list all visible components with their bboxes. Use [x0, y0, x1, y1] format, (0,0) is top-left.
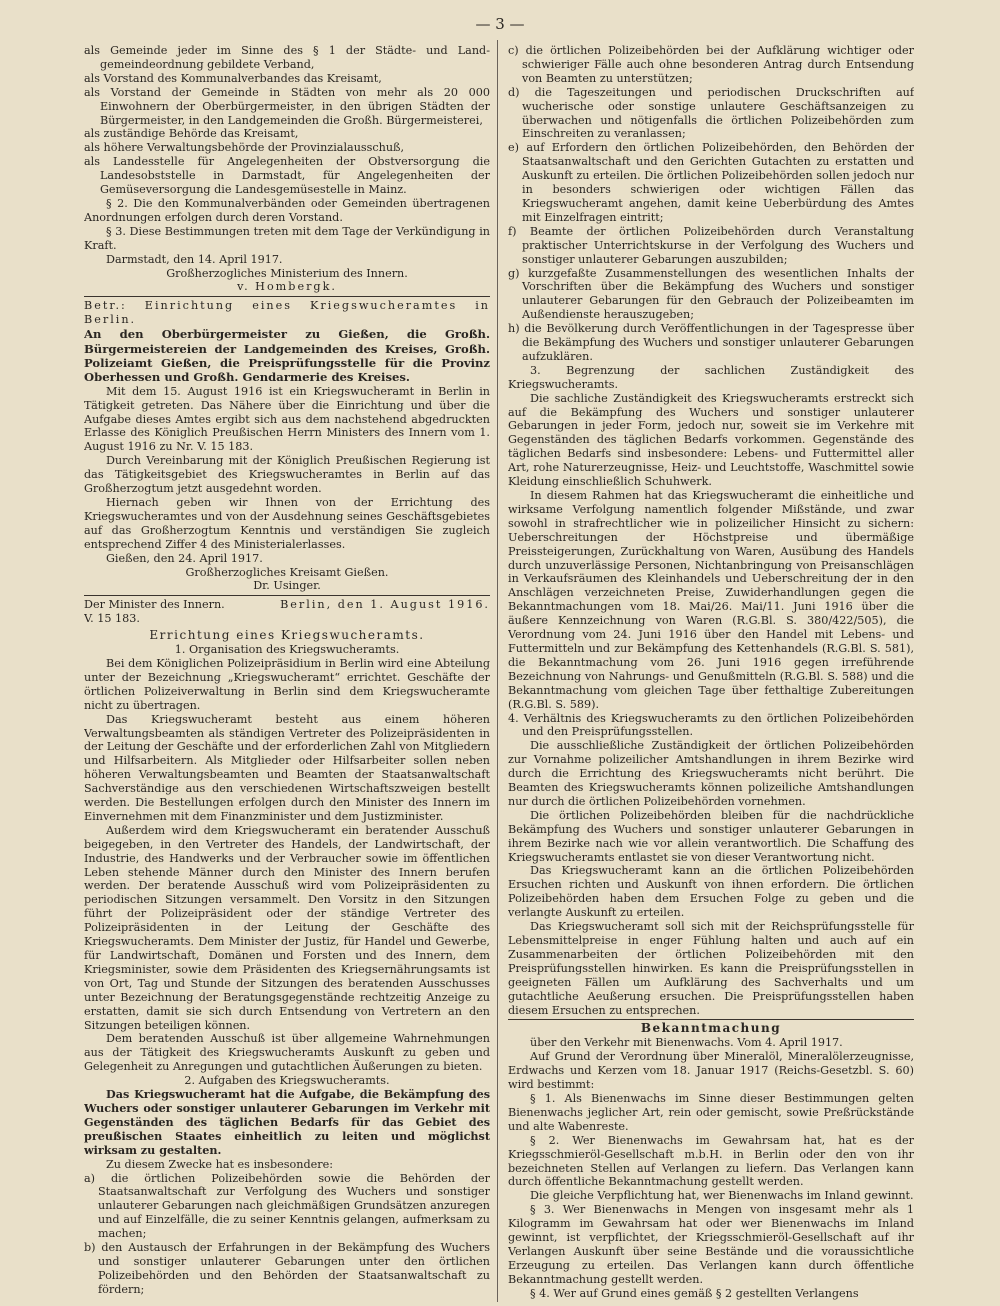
list-item: als Landesstelle für Angelegenheiten der Obstversorgung die Landesobststelle in Darmstadt, für Angelegenheiten der Gemüseversorgung die Landesgemüsestelle in Mainz.: [84, 155, 490, 197]
list-item: b) den Austausch der Erfahrungen in der Bekämpfung des Wuchers und sonstiger unlauterer Gebarungen unter den örtlichen Polizeibehörden und den Behörden der Staatsanwaltschaft zu fördern;: [84, 1241, 490, 1296]
announcement-subtitle: über den Verkehr mit Bienenwachs. Vom 4. April 1917.: [530, 1036, 843, 1050]
list-item: e) auf Erfordern den örtlichen Polizeibehörden, den Behörden der Staatsanwaltschaft und den Gerichten Gutachten zu erstatten und Auskunft zu erteilen. Die örtlichen Polizeibehörden sollen jedoch nur in besonders schwierigen oder wichtigen Fällen das Kriegswucheramt angehen, damit keine Ueberbürdung des Amtes mit Einzelfragen eintritt;: [508, 141, 914, 224]
paragraph: In diesem Rahmen hat das Kriegswucheramt die einheitliche und wirksame Verfolgung namentlich folgender Mißstände, und zwar sowohl in strafrechtlicher wie in polizeilicher Hinsicht zu sichern: Ueberschreitungen der Höchstpreise und übermäßige Preissteigerungen, Zurückhaltung von Waren, Ausübung des Handels durch unzuverlässige Personen, Nichtanbringung von Preisanschlägen in Verkaufsräumen des Kleinhandels und Ueberschreitung der in den Anschlägen verzeichneten Preise, Zuwiderhandlungen gegen die Bekanntmachungen vom 18. Mai/26. Mai/11. Juni 1916 über die äußere Kennzeichnung von Waren (R.G.Bl. S. 380/422/505), die Verordnung vom 24. Juni 1916 über den Handel mit Lebens- und Futtermitteln und zur Bekämpfung des Kettenhandels (R.G.Bl. S. 581), die Bekanntmachung vom 26. Juni 1916 gegen irreführende Bezeichnung von Nahrungs- und Genußmitteln (R.G.Bl. S. 588) und die Bekanntmachung vom gleichen Tage über fetthaltige Zubereitungen (R.G.Bl. S. 589).: [508, 489, 914, 711]
addressees: An den Oberbürgermeister zu Gießen, die Großh. Bürgermeistereien der Landgemeinden des Kreises, Großh. Polizeiamt Gießen, die Preisprüfungsstelle für die Provinz Oberhessen und Großh. Gendarmerie des Kreises.: [84, 327, 490, 385]
list-item: als höhere Verwaltungsbehörde der Provinzialausschuß,: [84, 141, 405, 155]
paragraph: § 4. Wer auf Grund eines gemäß § 2 gestellten Verlangens: [530, 1286, 859, 1300]
paragraph: Bei dem Königlichen Polizeipräsidium in Berlin wird eine Abteilung unter der Bezeichnung „Kriegswucheramt“ errichtet. Geschäfte der örtlichen Polizeiverwaltung in Berlin sind dem Kriegswucheramte nicht zu übertragen.: [84, 656, 490, 712]
signature: Dr. Usinger.: [253, 579, 321, 593]
list-item: g) kurzgefaßte Zusammenstellungen des wesentlichen Inhalts der Vorschriften über die Bekämpfung des Wuchers und sonstiger unlauterer Gebarungen für den Gebrauch der Polizeibeamten im Außendienste herauszugeben;: [508, 266, 914, 322]
section-heading: 4. Verhältnis des Kriegswucheramts zu den örtlichen Polizeibehörden und den Preisprüfungsstellen.: [508, 711, 914, 739]
list-item: als zuständige Behörde das Kreisamt,: [84, 127, 299, 141]
page-number: — 3 —: [475, 15, 525, 33]
list-item: d) die Tageszeitungen und periodischen Druckschriften auf wucherische oder sonstige unlautere Geschäftsanzeigen zu überwachen und nötigenfalls die örtlichen Polizeibehörden zum Einschreiten zu veranlassen;: [508, 85, 914, 141]
minister-title: Der Minister des Innern.: [84, 598, 225, 612]
list-item: als Vorstand des Kommunalverbandes das Kreisamt,: [84, 71, 382, 85]
betreff-line: Betr.: Einrichtung eines Kriegswucheramtes in Berlin.: [84, 299, 490, 327]
paragraph: Zu diesem Zwecke hat es insbesondere:: [106, 1157, 333, 1171]
decree-title: Errichtung eines Kriegswucheramts.: [149, 628, 425, 643]
list-item: f) Beamte der örtlichen Polizeibehörden durch Veranstaltung praktischer Unterrichtskurse in der Verfolgung des Wuchers und sonstiger unlauterer Gebarungen auszubilden;: [508, 224, 914, 266]
paragraph: Die sachliche Zuständigkeit des Kriegswucheramts erstreckt sich auf die Bekämpfung des Wuchers und sonstiger unlauterer Gebarungen in jeder Form, jedoch nur, soweit sie im Verkehre mit Gegenständen des täglichen Bedarfs vorkommen. Gegenstände des täglichen Bedarfs sind insbesondere: Lebens- und Futtermittel aller Art, rohe Naturerzeugnisse, Heiz- und Leuchtstoffe, Waschmittel sowie Kleidung einschließlich Schuhwerk.: [508, 391, 914, 489]
paragraph: § 3. Diese Bestimmungen treten mit dem Tage der Verkündigung in Kraft.: [84, 224, 490, 252]
divider: [84, 595, 490, 596]
section-heading: 2. Aufgaben des Kriegswucheramts.: [184, 1074, 390, 1088]
section-heading: 3. Begrenzung der sachlichen Zuständigkeit des Kriegswucheramts.: [508, 363, 914, 391]
divider: [508, 1019, 914, 1020]
paragraph: Hiernach geben wir Ihnen von der Errichtung des Kriegswucheramtes und von der Ausdehnung seines Geschäftsgebietes auf das Großherzogtum Kenntnis und verständigen Sie zugleich entsprechend Ziffer 4 des Ministerialerlasses.: [84, 496, 490, 551]
place-date: Gießen, den 24. April 1917.: [106, 551, 263, 565]
paragraph: Das Kriegswucheramt kann an die örtlichen Polizeibehörden Ersuchen richten und Auskunft von ihnen erfordern. Die örtlichen Polizeibehörden haben dem Ersuchen Folge zu geben und die verlangte Auskunft zu erteilen.: [508, 864, 914, 920]
paragraph: § 1. Als Bienenwachs im Sinne dieser Bestimmungen gelten Bienenwachs jeglicher Art, rein oder gemischt, sowie Preßrückstände und alte Wabenreste.: [508, 1091, 914, 1133]
signature: v. Hombergk.: [237, 280, 337, 294]
paragraph: Die örtlichen Polizeibehörden bleiben für die nachdrückliche Bekämpfung des Wuchers und sonstiger unlauterer Gebarungen in ihrem Bezirke nach wie vor allein verantwortlich. Die Schaffung des Kriegswucheramts entlastet sie von dieser Verantwortung nicht.: [508, 808, 914, 864]
announcement-title: Bekanntmachung: [640, 1021, 782, 1036]
ministry-name: Großherzogliches Ministerium des Innern.: [166, 266, 408, 280]
paragraph: § 3. Wer Bienenwachs in Mengen von insgesamt mehr als 1 Kilogramm im Gewahrsam hat oder wer Bienenwachs im Inland gewinnt, ist verpflichtet, der Kriegsschmieröl-Gesellschaft auf ihr Verlangen Auskunft über seine Bestände und die voraussichtliche Erzeugung zu erteilen. Das Verlangen kann durch öffentliche Bekanntmachung gestellt werden.: [508, 1203, 914, 1286]
list-item: als Vorstand der Gemeinde in Städten von mehr als 20 000 Einwohnern der Oberbürgermeister, in den übrigen Städten der Bürgermeister, in den Landgemeinden die Großh. Bürgermeisterei,: [84, 85, 490, 127]
paragraph: Die gleiche Verpflichtung hat, wer Bienenwachs im Inland gewinnt.: [530, 1189, 914, 1203]
left-column: [84, 44, 490, 1300]
paragraph: Das Kriegswucheramt soll sich mit der Reichsprüfungsstelle für Lebensmittelpreise in enger Fühlung halten und auch auf ein Zusammenarbeiten der örtlichen Polizeibehörden mit den Preisprüfungsstellen hinwirken. Es kann die Preisprüfungsstellen in geeigneten Fällen um Aufklärung des Sachverhalts und um gutachtliche Aeußerung ersuchen. Die Preisprüfungsstellen haben diesem Ersuchen zu entsprechen.: [508, 920, 914, 1017]
paragraph: Das Kriegswucheramt hat die Aufgabe, die Bekämpfung des Wuchers oder sonstiger unlauterer Gebarungen im Verkehr mit Gegenständen des täglichen Bedarfs für das Gebiet des preußischen Staates einheitlich zu leiten und möglichst wirksam zu gestalten.: [84, 1087, 490, 1157]
paragraph: Durch Vereinbarung mit der Königlich Preußischen Regierung ist das Tätigkeitsgebiet des Kriegswucheramtes in Berlin auf das Großherzogtum jetzt ausgedehnt worden.: [84, 454, 490, 496]
list-item: h) die Bevölkerung durch Veröffentlichungen in der Tagespresse über die Bekämpfung des Wuchers und sonstiger unlauterer Gebarungen aufzuklären.: [508, 322, 914, 363]
right-column: [508, 44, 914, 1300]
definitions-list: [84, 44, 490, 197]
place-date: Darmstadt, den 14. April 1917.: [106, 252, 283, 266]
authority-name: Großherzogliches Kreisamt Gießen.: [185, 565, 389, 579]
list-item: a) die örtlichen Polizeibehörden sowie die Behörden der Staatsanwaltschaft zur Verfolgung des Wuchers und sonstiger unlauterer Gebarungen nach gleichmäßigen Grundsätzen anzuregen und auf Einzelfälle, die zu seiner Kenntnis gelangen, aufmerksam zu machen;: [84, 1171, 490, 1241]
paragraph: § 2. Die den Kommunalverbänden oder Gemeinden übertragenen Anordnungen erfolgen durch deren Vorstand.: [84, 196, 490, 224]
paragraph: Auf Grund der Verordnung über Mineralöl, Mineralölerzeugnisse, Erdwachs und Kerzen vom 18. Januar 1917 (Reichs-Gesetzbl. S. 60) wird bestimmt:: [508, 1050, 914, 1092]
section-heading: 1. Organisation des Kriegswucheramts.: [174, 643, 400, 657]
paragraph: Dem beratenden Ausschuß ist über allgemeine Wahrnehmungen aus der Tätigkeit des Kriegswucheramts Auskunft zu geben und Gelegenheit zu Anregungen und gutachtlichen Äußerungen zu bieten.: [84, 1032, 490, 1074]
paragraph: Die ausschließliche Zuständigkeit der örtlichen Polizeibehörden zur Vornahme polizeilicher Amtshandlungen in ihrem Bezirke wird durch die Errichtung des Kriegswucheramts nicht berührt. Die Beamten des Kriegswucheramts können polizeiliche Amtshandlungen nur durch die örtlichen Polizeibehörden vornehmen.: [508, 739, 914, 808]
decree-date: Berlin, den 1. August 1916.: [280, 598, 490, 612]
paragraph: Mit dem 15. August 1916 ist ein Kriegswucheramt in Berlin in Tätigkeit getreten. Das Nähere über die Einrichtung und über die Aufgabe dieses Amtes ergibt sich aus dem nachstehend abgedruckten Erlasse des Königlich Preußischen Herrn Ministers des Innern vom 1. August 1916 zu Nr. V. 15 183.: [84, 384, 490, 454]
decree-reference: V. 15 183.: [84, 612, 140, 626]
paragraph: § 2. Wer Bienenwachs im Gewahrsam hat, hat es der Kriegsschmieröl-Gesellschaft m.b.H. in Berlin oder den von ihr bezeichneten Stellen auf Verlangen zu liefern. Das Verlangen kann durch öffentliche Bekanntmachung gestellt werden.: [508, 1133, 914, 1189]
decree-header: [84, 598, 490, 612]
paragraph: Das Kriegswucheramt besteht aus einem höheren Verwaltungsbeamten als ständigen Vertreter des Polizeipräsidenten in der Leitung der Geschäfte und der erforderlichen Zahl von Mitgliedern und Hilfsarbeitern. Als Mitglieder oder Hilfsarbeiter sollen neben höheren Verwaltungsbeamten und Beamten der Staatsanwaltschaft Sachverständige aus den verschiedenen Wirtschaftszweigen bestellt werden. Die Bestellungen erfolgen durch den Minister des Innern im Einvernehmen mit dem Finanzminister und dem Justizminister.: [84, 712, 490, 823]
paragraph: Außerdem wird dem Kriegswucheramt ein beratender Ausschuß beigegeben, in den Vertreter des Handels, der Landwirtschaft, der Industrie, des Handwerks und der Verbraucher sowie im öffentlichen Leben stehende Männer durch den Minister des Innern berufen werden. Der beratende Ausschuß wird vom Polizeipräsidenten zu periodischen Sitzungen versammelt. Den Vorsitz in den Sitzungen führt der Polizeipräsident oder der ständige Vertreter des Polizeipräsidenten in der Leitung der Geschäfte des Kriegswucheramts. Dem Minister der Justiz, für Handel und Gewerbe, für Landwirtschaft, Domänen und Forsten und des Innern, dem Kriegsminister, sowie dem Präsidenten des Kriegsernährungsamts ist von Ort, Tag und Stunde der Sitzungen des beratenden Ausschusses unter Bezeichnung der Beratungsgegenstände rechtzeitig Anzeige zu erstatten, damit sie sich durch Entsendung von Vertretern an den Sitzungen beteiligen können.: [84, 823, 490, 1032]
list-item: c) die örtlichen Polizeibehörden bei der Aufklärung wichtiger oder schwieriger Fälle auch ohne besonderen Antrag durch Entsendung von Beamten zu unterstützen;: [508, 44, 914, 85]
list-item: als Gemeinde jeder im Sinne des § 1 der Städte- und Land-gemeindeordnung gebildete Verband,: [84, 44, 490, 71]
divider: [84, 296, 490, 297]
